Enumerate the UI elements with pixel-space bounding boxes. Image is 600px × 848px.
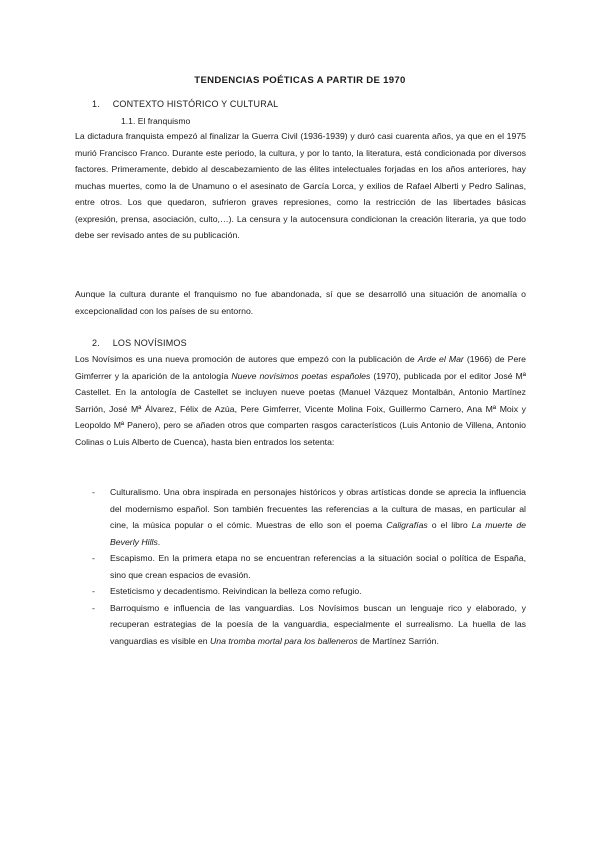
bullet-dash: - [92,602,95,613]
list-item-escapismo: - Escapismo. En la primera etapa no se encuentran referencias a la situación social o política de España, sino que crean espacios de evasión. [92,550,526,583]
section-2-heading [92,338,187,348]
list-item-culturalismo: - Culturalismo. Una obra inspirada en personajes históricos y obras artísticas donde se aprecia la influencia del modernismo español. Son también frecuentes las referencias a la cultura de masas, en particular al cine, la música popular o el cómic. Muestras de ello son el poema Caligrafías o el libro La muerte de Beverly Hills. [92,484,526,550]
bullet-dash: - [92,586,95,596]
bullet-dash: - [92,553,95,563]
bullet-dash: - [92,487,95,497]
section-1-heading [92,99,278,109]
subsection-1-1-heading: 1.1. El franquismo [121,116,191,126]
poem-title: Caligrafías [386,520,428,530]
section-2-title: LOS NOVÍSIMOS [112,338,187,348]
section-1-number: 1. [92,99,100,109]
list-item-barroquismo: - Barroquismo e influencia de las vanguardias. Los Novísimos buscan un lenguaje rico y elaborado, y recuperan estrategias de la poesía de la vanguardia, especialmente el surrealismo. La huella de las vanguardias es visible en Una tromba mortal para los balleneros de Martínez Sarrión. [92,600,526,650]
anthology-title: Nueve novísimos poetas españoles [231,370,371,381]
section-2-number: 2. [92,338,100,348]
section-1-paragraph-2: Aunque la cultura durante el franquismo no fue abandonada, sí que se desarrolló una situación de anomalía o excepcionalidad con los países de su entorno. [75,289,526,316]
book-title: La muerte de Beverly Hills [110,520,526,547]
document-title: TENDENCIAS POÉTICAS A PARTIR DE 1970 [194,75,406,86]
section-2-intro-paragraph: Los Novísimos es una nueva promoción de autores que empezó con la publicación de Arde el Mar (1966) de Pere Gimferrer y la aparición de la antología Nueve novísimos poetas españoles (1970), publicada por el editor José Mª Castellet. En la antología de Castellet se incluyen nueve poetas (Manuel Vázquez Montalbán, Antonio Martínez Sarrión, José Mª Álvarez, Félix de Azúa, Pere Gimferrer, Vicente Molina Foix, Guillermo Carnero, Ana Mª Moix y Leopoldo Mª Panero), pero se añaden otros que comparten rasgos característicos (Luis Antonio de Villena, Antonio Colinas o Luis Alberto de Cuenca), hasta bien entrados los setenta: [75,354,527,447]
book-title: Arde el Mar [417,354,464,364]
section-1-paragraph-1: La dictadura franquista empezó al finalizar la Guerra Civil (1936-1939) y duró casi cuarenta años, ya que en el 1975 murió Francisco Franco. Durante este periodo, la cultura, y por lo tanto, la literatura, está condicionada por diversos factores. Primeramente, debido al descabezamiento de las élites intelectuales forjadas en los años anteriores, hay muchas muertes, como la de Unamuno o el asesinato de García Lorca, y exilios de Rafael Alberti y Pedro Salinas, entre otros. Los que quedaron, sufrieron graves represiones, como la restricción de las libertades básicas (expresión, prensa, asociación, culto,…). La censura y la autocensura condicionan la creación literaria, ya que todo debe ser revisado antes de su publicación. [75,131,526,240]
section-1-title: CONTEXTO HISTÓRICO Y CULTURAL [112,99,279,109]
novisimos-traits-list [92,484,526,649]
list-item-esteticismo: - Esteticismo y decadentismo. Reivindican la belleza como refugio. [92,583,526,600]
book-title: Una tromba mortal para los balleneros [209,635,358,646]
